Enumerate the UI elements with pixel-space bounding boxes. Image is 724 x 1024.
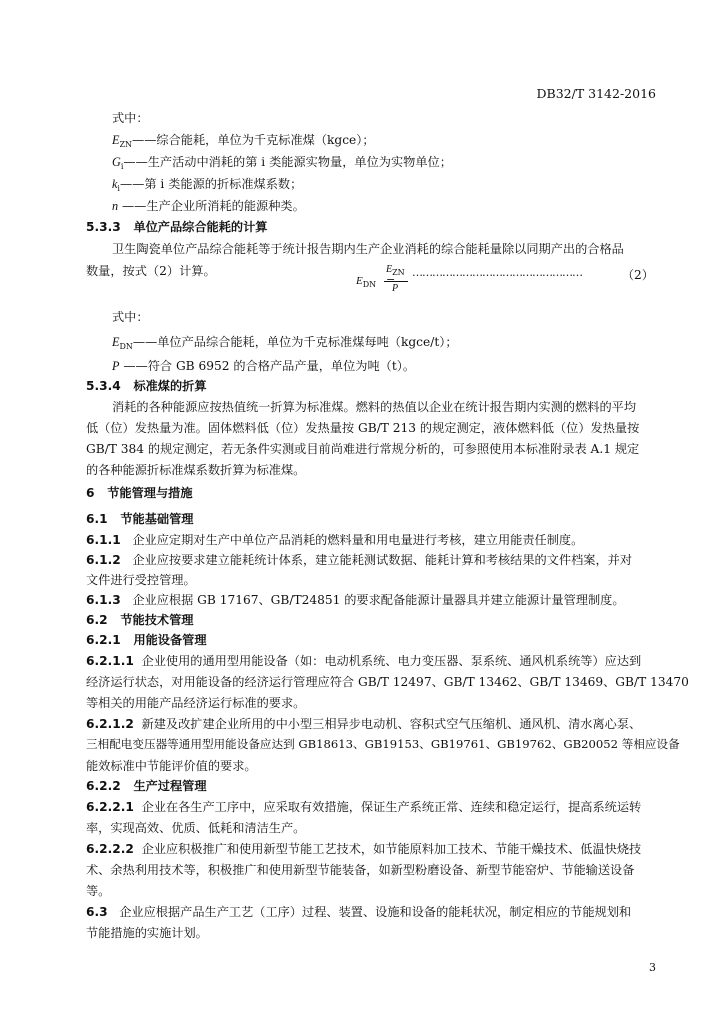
item-6-2-1-1-line1: 6.2.1.1 企业使用的通用型用能设备（如：电动机系统、电力变压器、泵系统、通风机系统等）应达到 bbox=[86, 654, 642, 668]
item-6-2-1-1-line2: 经济运行状态，对用能设备的经济运行管理应符合 GB/T 12497、GB/T 13462、GB/T 13469、GB/T 13470 bbox=[86, 675, 689, 689]
formula-2-intro: 式中： bbox=[112, 310, 149, 324]
definition-p: P ——符合 GB 6952 的合格产品产量，单位为吨（t）。 bbox=[112, 359, 416, 373]
item-6-2-2-2-line2: 术、余热利用技术等，积极推广和使用新型节能装备，如新型粉磨设备、新型节能窑炉、节能输送设备 bbox=[86, 863, 635, 877]
section-5-3-4-line2: 低（位）发热量为准。固体燃料低（位）发热量按 GB/T 213 的规定测定，液体燃料低（位）发热量按 bbox=[86, 421, 640, 435]
item-6-2-1-2-line2: 三相配电变压器等通用型用能设备应达到 GB18613、GB19153、GB19761、GB19762、GB20052 等相应设备 bbox=[86, 737, 680, 751]
item-6-2-2-2-line1: 6.2.2.2 企业应积极推广和使用新型节能工艺技术，如节能原料加工技术、节能干燥技术、低温快烧技 bbox=[86, 842, 642, 856]
formula-2-leader-dots: …………………………………………… bbox=[412, 266, 582, 279]
formula-2-lhs: $E_{DN}$ bbox=[356, 275, 377, 289]
formula-2-fraction-line bbox=[384, 281, 408, 282]
section-6-2-2-heading: 6.2.2 生产过程管理 bbox=[86, 779, 207, 793]
definition-gi: $G_i——$生产活动中消耗的第 i 类能源实物量，单位为实物单位； bbox=[112, 155, 452, 171]
section-6-2-1-heading: 6.2.1 用能设备管理 bbox=[86, 633, 207, 647]
section-5-3-3-para-line2: 数量，按式（2）计算。 bbox=[86, 264, 216, 278]
section-5-3-4-line1: 消耗的各种能源应按热值统一折算为标准煤。燃料的热值以企业在统计报告期内实测的燃料的平均 bbox=[112, 400, 637, 414]
formula-2-denominator: P bbox=[392, 283, 399, 294]
section-5-3-4-line4: 的各种能源折标准煤系数折算为标准煤。 bbox=[86, 463, 306, 477]
item-6-2-1-2-line3: 能效标准中节能评价值的要求。 bbox=[86, 759, 257, 773]
item-6-2-2-1-line2: 率，实现高效、优质、低耗和清洁生产。 bbox=[86, 821, 306, 835]
formula-2-numerator: $E_{ZN}$ bbox=[386, 264, 405, 277]
section-5-3-4-heading: 5.3.4 标准煤的折算 bbox=[86, 379, 207, 393]
section-6-3-para-line2: 节能措施的实施计划。 bbox=[86, 926, 208, 940]
item-6-1-3: 6.1.3 企业应根据 GB 17167、GB/T24851 的要求配备能源计量器具并建立能源计量管理制度。 bbox=[86, 593, 625, 607]
section-5-3-3-heading: 5.3.3 单位产品综合能耗的计算 bbox=[86, 220, 268, 234]
item-6-2-2-2-line3: 等。 bbox=[86, 884, 111, 898]
definition-ezn: $E_{ZN}——$综合能耗，单位为千克标准煤（kgce）； bbox=[112, 133, 375, 149]
definition-n: n ——生产企业所消耗的能源种类。 bbox=[112, 199, 305, 213]
definition-ki: $k_i——$第 i 类能源的折标准煤系数； bbox=[112, 177, 303, 193]
item-6-2-2-1-line1: 6.2.2.1 企业在各生产工序中，应采取有效措施，保证生产系统正常、连续和稳定运行，提高系统运转 bbox=[86, 800, 642, 814]
formula-intro: 式中： bbox=[112, 111, 149, 125]
section-6-heading: 6 节能管理与措施 bbox=[86, 486, 193, 500]
definition-edn: $E_{DN}——$单位产品综合能耗，单位为千克标准煤每吨（kgce/t）； bbox=[112, 335, 458, 351]
section-6-3-para-line1: 6.3 企业应根据产品生产工艺（工序）过程、装置、设施和设备的能耗状况，制定相应的节能规划和 bbox=[86, 905, 632, 919]
item-6-1-2-line1: 6.1.2 企业应按要求建立能耗统计体系，建立能耗测试数据、能耗计算和考核结果的文件档案，并对 bbox=[86, 553, 633, 567]
item-6-2-1-1-line3: 等相关的用能产品经济运行标准的要求。 bbox=[86, 696, 306, 710]
section-6-1-heading: 6.1 节能基础管理 bbox=[86, 512, 194, 526]
document-code: DB32/T 3142-2016 bbox=[536, 86, 656, 101]
formula-2-number: （2） bbox=[621, 268, 654, 282]
section-6-2-heading: 6.2 节能技术管理 bbox=[86, 613, 194, 627]
section-5-3-3-para-line1: 卫生陶瓷单位产品综合能耗等于统计报告期内生产企业消耗的综合能耗量除以同期产出的合格品 bbox=[112, 242, 624, 256]
item-6-1-2-line2: 文件进行受控管理。 bbox=[86, 573, 196, 587]
section-5-3-4-line3: GB/T 384 的规定测定，若无条件实测或目前尚难进行常规分析的，可参照使用本标准附录表 A.1 规定 bbox=[86, 442, 640, 456]
page-number: 3 bbox=[649, 961, 656, 974]
item-6-2-1-2-line1: 6.2.1.2 新建及改扩建企业所用的中小型三相异步电动机、容积式空气压缩机、通风机、清水离心泵、 bbox=[86, 717, 642, 731]
item-6-1-1: 6.1.1 企业应定期对生产中单位产品消耗的燃料量和用电量进行考核，建立用能责任制度。 bbox=[86, 533, 584, 547]
